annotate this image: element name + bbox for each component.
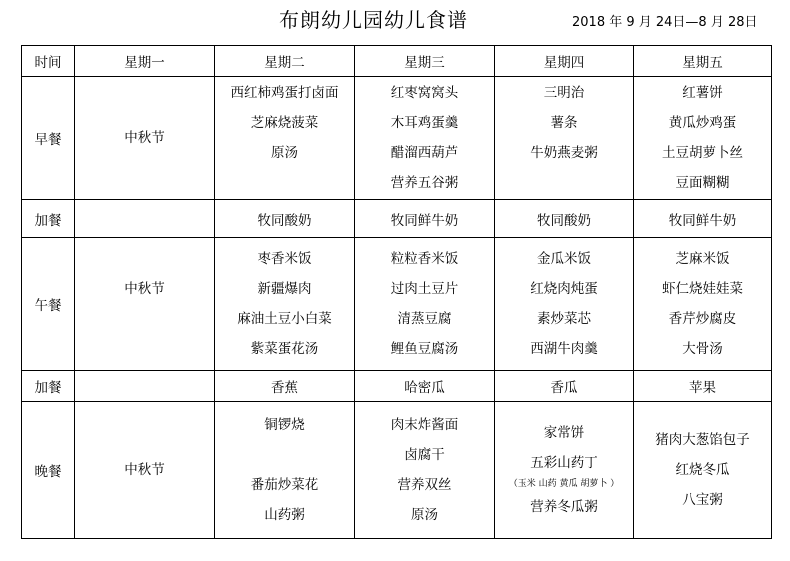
friday-cell: 苹果 <box>634 371 772 402</box>
dish: 卤腐干 <box>404 447 445 463</box>
monday-cell <box>75 238 215 371</box>
friday-cell <box>634 238 772 371</box>
dish: 三明治 <box>543 85 585 101</box>
wednesday-cell: 哈密瓜 <box>355 371 495 402</box>
dish: 中秋节 <box>124 281 165 297</box>
dish: 家常饼 <box>543 425 585 441</box>
meal-label: 午餐 <box>22 238 75 371</box>
dish: 紫菜蛋花汤 <box>250 341 319 357</box>
page-title: 布朗幼儿园幼儿食谱 <box>279 8 468 32</box>
dish: 木耳鸡蛋羹 <box>390 115 459 131</box>
dish: 八宝粥 <box>682 492 723 508</box>
dish: 枣香米饭 <box>257 251 312 267</box>
friday-cell <box>634 77 772 200</box>
date-range: 2018 年 9 月 24日—8 月 28日 <box>572 15 758 30</box>
dish: 麻油土豆小白菜 <box>237 311 332 327</box>
thursday-cell: 香瓜 <box>495 371 634 402</box>
dish: 原汤 <box>271 145 298 161</box>
spacer <box>215 168 354 198</box>
dish: 素炒菜芯 <box>537 311 591 327</box>
dish: 红烧肉炖蛋 <box>530 281 598 297</box>
monday-cell <box>75 371 215 402</box>
dish: 营养双丝 <box>397 477 452 493</box>
dish: 芝麻烧菠菜 <box>250 115 319 131</box>
dish <box>215 440 354 470</box>
dish: 山药粥 <box>264 507 305 523</box>
thursday-cell: 牧同酸奶 <box>495 200 634 238</box>
header-row <box>22 46 772 77</box>
wednesday-cell <box>355 77 495 200</box>
wednesday-cell <box>355 238 495 371</box>
header-time: 时间 <box>22 46 75 77</box>
header-friday: 星期五 <box>634 46 772 77</box>
dish: 粒粒香米饭 <box>390 251 459 267</box>
dish: 五彩山药丁 <box>530 455 598 471</box>
tuesday-cell: 香蕉 <box>215 371 355 402</box>
spacer <box>495 168 633 198</box>
snack-row-afternoon <box>22 371 772 402</box>
tuesday-cell <box>215 238 355 371</box>
dish: 营养冬瓜粥 <box>530 499 598 515</box>
tuesday-cell: 牧同酸奶 <box>215 200 355 238</box>
header-tuesday: 星期二 <box>215 46 355 77</box>
monday-cell <box>75 402 215 539</box>
dish: 西湖牛肉羹 <box>530 341 598 357</box>
thursday-cell <box>495 77 634 200</box>
tuesday-cell <box>215 402 355 539</box>
dish: 清蒸豆腐 <box>397 311 452 327</box>
menu-table <box>21 45 772 539</box>
dish: 西红柿鸡蛋打卤面 <box>230 85 339 101</box>
wednesday-cell: 牧同鲜牛奶 <box>355 200 495 238</box>
friday-cell <box>634 402 772 539</box>
meal-label: 晚餐 <box>22 402 75 539</box>
meal-label: 早餐 <box>22 77 75 200</box>
monday-cell <box>75 77 215 200</box>
dish: 中秋节 <box>124 462 165 478</box>
header-wednesday: 星期三 <box>355 46 495 77</box>
dish: 红烧冬瓜 <box>675 462 730 478</box>
wednesday-cell <box>355 402 495 539</box>
header-monday: 星期一 <box>75 46 215 77</box>
dish: 营养五谷粥 <box>390 175 459 191</box>
dish: 铜锣烧 <box>264 417 305 433</box>
dinner-row <box>22 402 772 539</box>
breakfast-row <box>22 77 772 200</box>
dish: 中秋节 <box>124 130 165 146</box>
thursday-cell <box>495 402 634 539</box>
dish: 过肉土豆片 <box>390 281 459 297</box>
dish-note: （玉米 山药 黄瓜 胡萝卜 ） <box>508 479 620 489</box>
dish: 新疆爆肉 <box>257 281 312 297</box>
dish: 红枣窝窝头 <box>390 85 459 101</box>
dish: 黄瓜炒鸡蛋 <box>668 115 737 131</box>
dish: 原汤 <box>411 507 438 523</box>
dish: 番茄炒菜花 <box>250 477 319 493</box>
dish: 红薯饼 <box>682 85 723 101</box>
meal-label: 加餐 <box>22 200 75 238</box>
meal-label: 加餐 <box>22 371 75 402</box>
dish: 土豆胡萝卜丝 <box>662 145 743 161</box>
dish: 牛奶燕麦粥 <box>530 145 598 161</box>
monday-cell <box>75 200 215 238</box>
dish: 大骨汤 <box>682 341 723 357</box>
thursday-cell <box>495 238 634 371</box>
friday-cell: 牧同鲜牛奶 <box>634 200 772 238</box>
dish: 醋溜西葫芦 <box>390 145 459 161</box>
tuesday-cell <box>215 77 355 200</box>
dish: 芝麻米饭 <box>675 251 730 267</box>
dish: 豆面糊糊 <box>675 175 730 191</box>
spacer <box>75 304 214 334</box>
snack-row-morning <box>22 200 772 238</box>
dish: 肉末炸酱面 <box>390 417 459 433</box>
lunch-row <box>22 238 772 371</box>
dish: 香芹炒腐皮 <box>668 311 737 327</box>
dish: 薯条 <box>550 115 578 131</box>
dish: 猪肉大葱馅包子 <box>655 432 750 448</box>
dish: 金瓜米饭 <box>537 251 591 267</box>
header-thursday: 星期四 <box>495 46 634 77</box>
dish: 鲤鱼豆腐汤 <box>390 341 459 357</box>
dish: 虾仁烧娃娃菜 <box>662 281 743 297</box>
